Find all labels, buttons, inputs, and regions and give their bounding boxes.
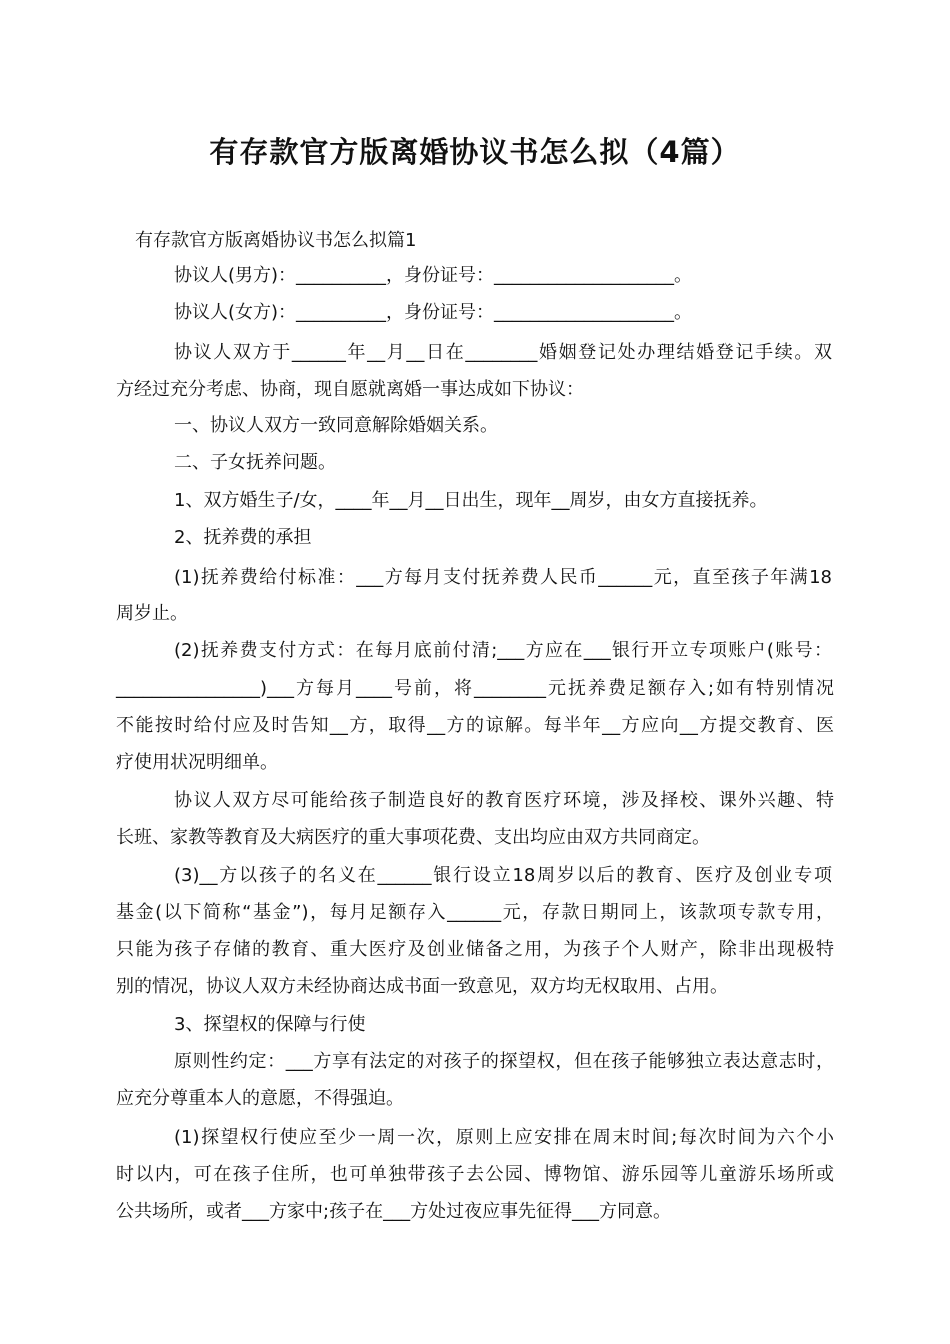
paragraph-line: 公共场所，或者___方家中;孩子在___方处过夜应事先征得___方同意。: [116, 1201, 672, 1222]
paragraph-line: 别的情况，协议人双方未经协商达成书面一致意见，双方均无权取用、占用。: [116, 976, 728, 997]
paragraph-line: 时以内，可在孩子住所，也可单独带孩子去公园、博物馆、游乐园等儿童游乐场所或: [116, 1164, 834, 1185]
paragraph-line: ________________)___方每月____号前，将________元抚养费足额存入;如有特别情况: [116, 678, 834, 699]
paragraph-line: 协议人(女方)：__________，身份证号：____________________。: [174, 302, 693, 323]
section-heading: 有存款官方版离婚协议书怎么拟篇1: [135, 230, 417, 251]
document-title: 有存款官方版离婚协议书怎么拟（4篇）: [209, 135, 741, 169]
paragraph-line: 应充分尊重本人的意愿，不得强迫。: [116, 1088, 404, 1109]
paragraph-line: 周岁止。: [116, 603, 188, 624]
paragraph-line: 协议人(男方)：__________，身份证号：____________________。: [174, 265, 693, 286]
paragraph-line: (2)抚养费支付方式：在每月底前付清;___方应在___银行开立专项账户(账号：: [174, 640, 832, 661]
paragraph-line: 方经过充分考虑、协商，现自愿就离婚一事达成如下协议：: [116, 379, 584, 400]
paragraph-line: 只能为孩子存储的教育、重大医疗及创业储备之用，为孩子个人财产，除非出现极特: [116, 939, 834, 960]
paragraph-line: (3)__方以孩子的名义在______银行设立18周岁以后的教育、医疗及创业专项: [174, 865, 832, 886]
paragraph-line: (1)抚养费给付标准：___方每月支付抚养费人民币______元，直至孩子年满18: [174, 567, 832, 588]
paragraph-line: 不能按时给付应及时告知__方，取得__方的谅解。每半年__方应向__方提交教育、医: [116, 715, 834, 736]
paragraph-line: 长班、家教等教育及大病医疗的重大事项花费、支出均应由双方共同商定。: [116, 827, 710, 848]
paragraph-line: 协议人双方于______年__月__日在________婚姻登记处办理结婚登记手续。双: [174, 342, 832, 363]
paragraph-line: 1、双方婚生子/女，____年__月__日出生，现年__周岁，由女方直接抚养。: [174, 490, 768, 511]
paragraph-line: 3、探望权的保障与行使: [174, 1014, 366, 1035]
paragraph-line: (1)探望权行使应至少一周一次，原则上应安排在周末时间;每次时间为六个小: [174, 1127, 834, 1148]
paragraph-line: 协议人双方尽可能给孩子制造良好的教育医疗环境，涉及择校、课外兴趣、特: [174, 790, 834, 811]
paragraph-line: 基金(以下简称“基金”)，每月足额存入______元，存款日期同上，该款项专款专用，: [116, 902, 834, 923]
paragraph-line: 二、子女抚养问题。: [174, 452, 336, 473]
paragraph-line: 一、协议人双方一致同意解除婚姻关系。: [174, 415, 498, 436]
paragraph-line: 疗使用状况明细单。: [116, 752, 278, 773]
paragraph-line: 2、抚养费的承担: [174, 527, 312, 548]
paragraph-line: 原则性约定：___方享有法定的对孩子的探望权，但在孩子能够独立表达意志时，: [174, 1051, 834, 1072]
